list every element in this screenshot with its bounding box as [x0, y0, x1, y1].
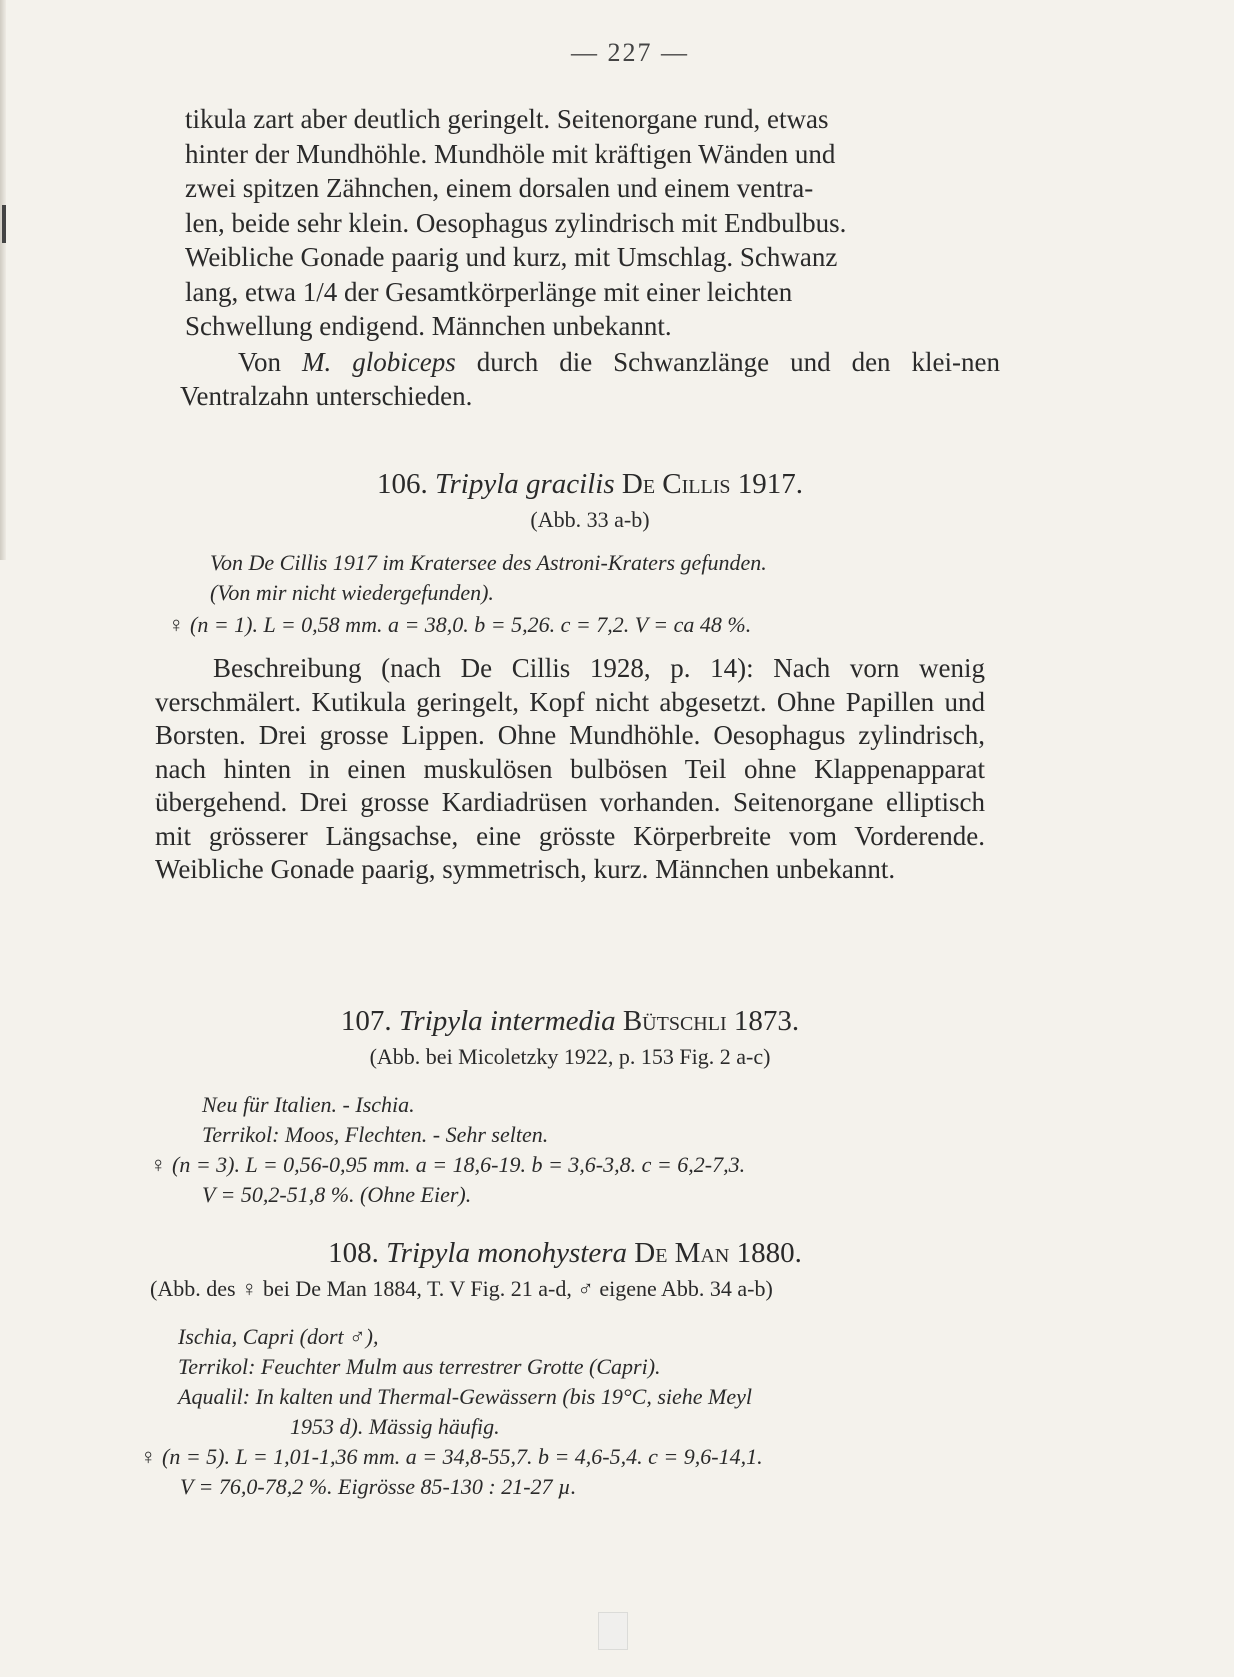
locality-note: Ischia, Capri (dort ♂), — [178, 1324, 379, 1349]
scan-artifact — [598, 1612, 628, 1650]
figure-reference: (Abb. des ♀ bei De Man 1884, T. V Fig. 21 a-d, ♂ eigene Abb. 34 a-b) — [150, 1276, 773, 1301]
species-106-measurements — [168, 610, 988, 640]
binding-edge-shadow — [0, 0, 6, 560]
text: durch die Schwanzlänge und den klei-nen Ventralzahn unterschieden. — [180, 347, 1001, 411]
para-line: Weibliche Gonade paarig und kurz, mit Umschlag. Schwanz — [185, 242, 838, 272]
measurements: ♀ (n = 1). L = 0,58 mm. a = 38,0. b = 5,26. c = 7,2. V = ca 48 %. — [168, 612, 752, 637]
species-name: Tripyla monohystera — [386, 1237, 628, 1269]
measurements: V = 76,0-78,2 %. Eigrösse 85-130 : 21-27 µ. — [180, 1474, 577, 1499]
measurements: ♀ (n = 3). L = 0,56-0,95 mm. a = 18,6-19. b = 3,6-3,8. c = 6,2-7,3. — [150, 1152, 746, 1177]
author: De Cillis — [621, 468, 731, 500]
species-106-section — [180, 468, 1000, 533]
section-heading: 107. Tripyla intermedia Bütschli 1873. — [340, 1005, 800, 1037]
habitat-note: 1953 d). Mässig häufig. — [290, 1414, 500, 1439]
section-heading: 108. Tripyla monohystera De Man 1880. — [328, 1237, 802, 1269]
para-line: hinter der Mundhöhle. Mundhöle mit kräftigen Wänden und — [185, 138, 836, 169]
species-name: Tripyla gracilis — [434, 468, 615, 500]
text: Von — [238, 347, 303, 377]
habitat-note: Terrikol: Moos, Flechten. - Sehr selten. — [202, 1122, 549, 1147]
species-name: Tripyla intermedia — [398, 1005, 616, 1037]
species-106-notes — [210, 548, 1000, 608]
locality-note: (Von mir nicht wiedergefunden). — [210, 580, 494, 605]
species-107-details — [150, 1090, 1000, 1210]
species-name: globiceps — [352, 347, 456, 377]
para-line: tikula zart aber deutlich geringelt. Seitenorgane rund, etwas — [185, 104, 829, 134]
para-line: lang, etwa 1/4 der Gesamtkörperlänge mit einer leichten — [185, 276, 793, 307]
habitat-note: Terrikol: Feuchter Mulm aus terrestrer Grotte (Capri). — [178, 1354, 661, 1379]
species-108-details — [140, 1322, 990, 1502]
species-108-section — [150, 1237, 980, 1302]
figure-reference: (Abb. 33 a-b) — [530, 507, 650, 532]
species-106-description — [155, 652, 985, 887]
binding-edge-mark — [2, 205, 6, 243]
genus-abbrev: M. — [302, 347, 332, 377]
description-text: Beschreibung (nach De Cillis 1928, p. 14): Nach vorn wenig verschmälert. Kutikula geringelt, Kopf nicht abgesetzt. Ohne Papillen und Borsten. Drei grosse Lippen. Ohne Mundhöhle. Oesophagus zylindrisch, nach hinten in einen muskulösen bulbösen Teil ohne Klappenapparat übergehend. Drei grosse Kardiadrüsen vorhanden. Seitenorgane elliptisch mit grösserer Längsachse, eine grösste Körperbreite vom Vorderende. Weibliche Gonade paarig, symmetrisch, kurz. Männchen unbekannt. — [155, 653, 985, 884]
continuation-paragraph — [185, 102, 1005, 344]
author: Bütschli — [622, 1005, 727, 1037]
para-line: len, beide sehr klein. Oesophagus zylindrisch mit Endbulbus. — [185, 207, 847, 238]
section-heading: 106. Tripyla gracilis De Cillis 1917. — [376, 468, 804, 500]
measurements: V = 50,2-51,8 %. (Ohne Eier). — [202, 1182, 472, 1207]
measurements: ♀ (n = 5). L = 1,01-1,36 mm. a = 34,8-55,7. b = 4,6-5,4. c = 9,6-14,1. — [140, 1444, 763, 1469]
figure-reference: (Abb. bei Micoletzky 1922, p. 153 Fig. 2 a-c) — [369, 1044, 771, 1069]
author: De Man — [634, 1237, 730, 1269]
locality-note: Neu für Italien. - Ischia. — [202, 1092, 415, 1117]
para-line: Schwellung endigend. Männchen unbekannt. — [185, 311, 672, 341]
comparison-paragraph — [180, 345, 1000, 413]
species-107-section — [160, 1005, 980, 1070]
habitat-note: Aqualil: In kalten und Thermal-Gewässern (bis 19°C, siehe Meyl — [178, 1384, 752, 1409]
page-number: — 227 — — [571, 38, 689, 67]
para-line: zwei spitzen Zähnchen, einem dorsalen und einem ventra- — [185, 173, 814, 203]
locality-note: Von De Cillis 1917 im Kratersee des Astroni-Kraters gefunden. — [210, 550, 767, 575]
